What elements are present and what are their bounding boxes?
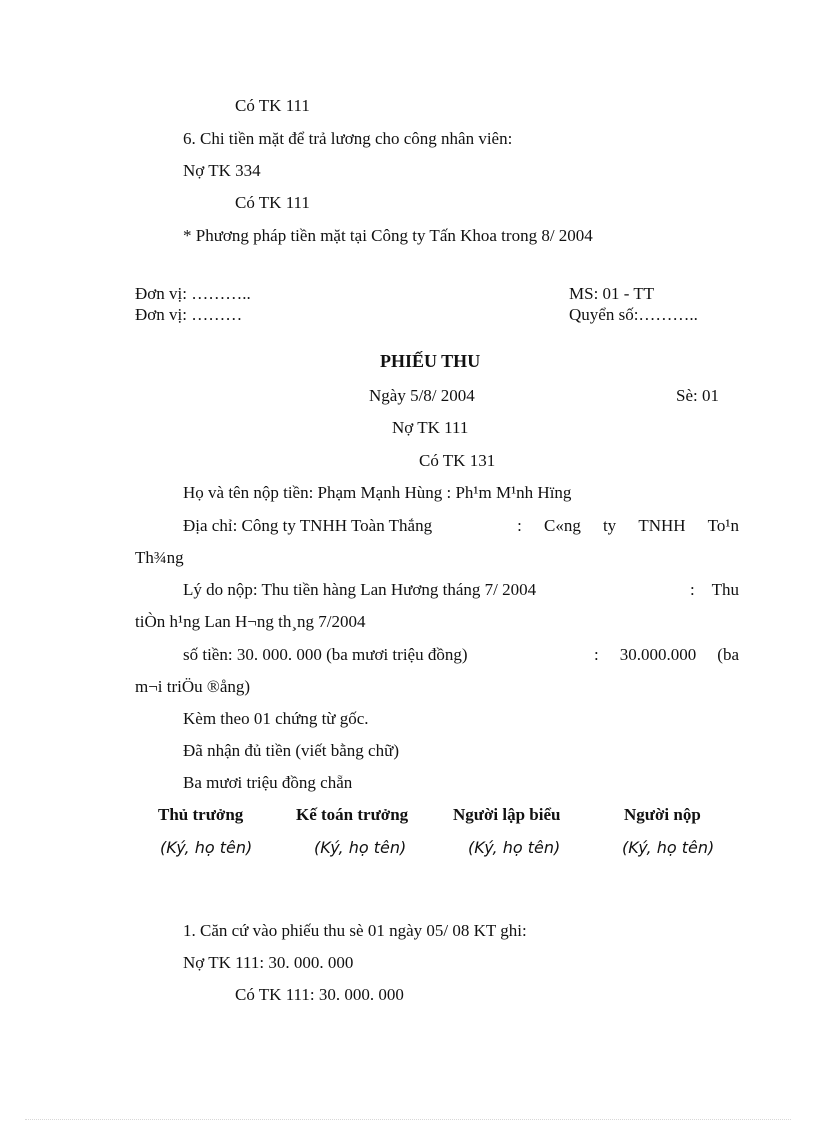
address-line xyxy=(183,516,739,536)
signature-title-payer: Người nộp xyxy=(624,805,701,824)
credit-entry-111: Có TK 111 xyxy=(235,96,310,115)
reason-line xyxy=(183,580,739,600)
signature-title-chief-accountant: Kế toán trưởng xyxy=(296,805,409,824)
signature-note-payer: (Ký, họ tên) xyxy=(622,838,715,857)
post-debit-entry: Nợ TK 111: 30. 000. 000 xyxy=(183,953,354,972)
address-garbled-3: TNHH xyxy=(638,516,686,535)
amount-line xyxy=(183,645,739,665)
reason-text: Lý do nộp: Thu tiền hàng Lan Hương tháng 7/ 2004 xyxy=(183,580,537,599)
reason-separator: : xyxy=(689,580,695,599)
amount-text: số tiền: 30. 000. 000 (ba mươi triệu đồng) xyxy=(183,645,468,664)
received-line: Đã nhận đủ tiền (viết bằng chữ) xyxy=(183,741,399,760)
unit-label-2: Đơn vị: ……… xyxy=(135,305,243,324)
section-heading-cash-method: * Phương pháp tiền mặt tại Công ty Tấn Khoa trong 8/ 2004 xyxy=(183,226,593,245)
entry-heading-salary: 6. Chi tiền mặt để trả lương cho công nhân viên: xyxy=(183,129,513,148)
receipt-title: PHIẾU THU xyxy=(380,351,481,371)
signature-title-preparer: Người lập biểu xyxy=(453,805,561,824)
unit-label-1: Đơn vị: ……….. xyxy=(135,284,251,303)
debit-entry-334: Nợ TK 334 xyxy=(183,161,261,180)
payer-name-line: Họ và tên nộp tiền: Phạm Mạnh Hùng : Ph¹m M¹nh Hïng xyxy=(183,483,572,502)
amount-separator: : xyxy=(594,645,599,664)
signature-title-director: Thủ trưởng xyxy=(158,805,244,824)
receipt-date: Ngày 5/8/ 2004 xyxy=(369,386,475,405)
attachments-line: Kèm theo 01 chứng từ gốc. xyxy=(183,709,369,728)
reason-continuation: tiÒn h¹ng Lan H¬ng th¸ng 7/2004 xyxy=(135,612,366,631)
form-code: MS: 01 - TT xyxy=(569,284,655,303)
receipt-debit-account: Nợ TK 111 xyxy=(392,418,469,437)
amount-continuation: m¬i triÖu ®ång) xyxy=(135,677,251,696)
address-garbled-2: ty xyxy=(602,516,617,535)
page-bottom-divider xyxy=(25,1119,791,1120)
amount-in-words: Ba mươi triệu đồng chẵn xyxy=(183,773,353,792)
post-entry-heading: 1. Căn cứ vào phiếu thu sè 01 ngày 05/ 08 KT ghi: xyxy=(183,921,527,940)
book-number: Quyển số:……….. xyxy=(569,305,698,324)
amount-number: 30.000.000 xyxy=(619,645,697,664)
address-garbled-1: C«ng xyxy=(543,516,581,535)
receipt-credit-account: Có TK 131 xyxy=(419,451,496,470)
credit-entry-111-b: Có TK 111 xyxy=(235,193,310,212)
post-credit-entry: Có TK 111: 30. 000. 000 xyxy=(235,985,404,1004)
receipt-number: Sè: 01 xyxy=(676,386,719,405)
address-text: Địa chỉ: Công ty TNHH Toàn Thắng xyxy=(183,516,433,535)
address-garbled-4: To¹n xyxy=(707,516,739,535)
address-continuation: Th¾ng xyxy=(135,548,184,567)
signature-note-director: (Ký, họ tên) xyxy=(160,838,253,857)
amount-words-start: (ba xyxy=(717,645,739,664)
signature-note-chief-accountant: (Ký, họ tên) xyxy=(314,838,407,857)
reason-garbled: Thu xyxy=(711,580,739,599)
address-separator: : xyxy=(517,516,522,535)
signature-note-preparer: (Ký, họ tên) xyxy=(468,838,561,857)
